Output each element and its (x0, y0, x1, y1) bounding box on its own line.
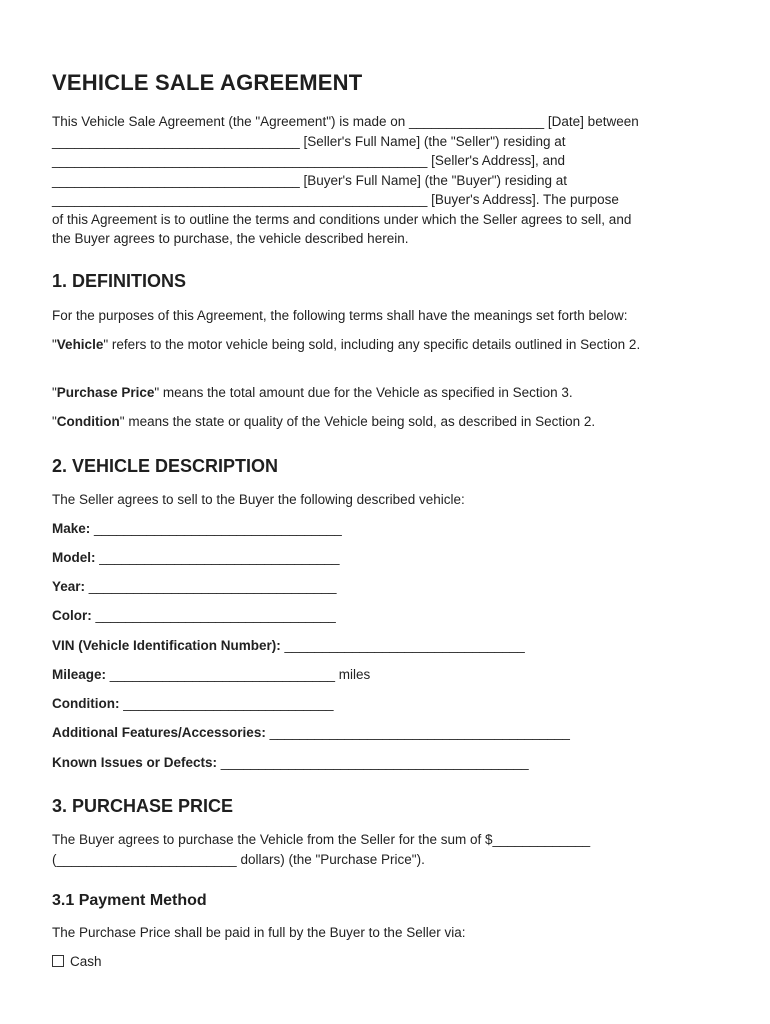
field-label: VIN (Vehicle Identification Number): (52, 638, 281, 653)
intro-line: of this Agreement is to outline the terms and conditions under which the Seller agrees to sell, and (52, 211, 632, 227)
field-known-issues (52, 753, 529, 772)
field-blank[interactable]: ________________________________ (95, 550, 340, 565)
field-label: Make: (52, 521, 91, 536)
intro-line: __________________________________________________ [Buyer's Address]. The purpose (52, 192, 619, 207)
field-label: Mileage: (52, 667, 107, 682)
field-blank[interactable]: _________________________________ (90, 521, 342, 536)
field-model (52, 548, 340, 567)
field-blank[interactable]: ______________________________ (106, 667, 336, 682)
vehicle-description-heading: 2. VEHICLE DESCRIPTION (52, 456, 279, 476)
intro-line: _________________________________ [Seller's Full Name] (the "Seller") residing at (52, 133, 566, 149)
definitions-heading: 1. DEFINITIONS (52, 271, 187, 291)
payment-method-heading: 3.1 Payment Method (52, 892, 207, 909)
field-blank[interactable]: ________________________________ (280, 638, 525, 653)
vehicle-description-intro: The Seller agrees to sell to the Buyer the following described vehicle: (52, 492, 465, 507)
field-blank[interactable]: _________________________________________ (217, 755, 529, 770)
definition-term: Condition (56, 414, 120, 429)
purchase-price-line: The Buyer agrees to purchase the Vehicle from the Seller for the sum of $_____________ (52, 832, 591, 847)
field-suffix: miles (335, 667, 371, 682)
definition-term: Purchase Price (56, 385, 155, 400)
field-vin (52, 636, 525, 655)
definition-item: "Vehicle" refers to the motor vehicle being sold, including any specific details outlined in Section 2. (52, 337, 641, 352)
field-label: Condition: (52, 696, 120, 711)
field-label: Known Issues or Defects: (52, 755, 218, 770)
definition-text: means the state or quality of the Vehicle being sold, as described in Section 2. (124, 414, 596, 429)
field-blank[interactable]: ________________________________ (91, 608, 336, 623)
field-blank[interactable]: _________________________________ (85, 579, 337, 594)
field-label: Additional Features/Accessories: (52, 725, 266, 740)
purchase-price-heading: 3. PURCHASE PRICE (52, 796, 234, 816)
payment-method-intro: The Purchase Price shall be paid in full by the Buyer to the Seller via: (52, 925, 466, 940)
field-label: Year: (52, 579, 86, 594)
field-mileage (52, 665, 370, 684)
field-blank[interactable]: ________________________________________ (265, 725, 570, 740)
intro-line: the Buyer agrees to purchase, the vehicle described herein. (52, 231, 409, 246)
field-label: Color: (52, 608, 92, 623)
field-year (52, 577, 337, 596)
intro-paragraph (52, 112, 724, 249)
definition-text: refers to the motor vehicle being sold, including any specific details outlined in Section 2. (108, 337, 641, 352)
definition-term: Vehicle (56, 337, 104, 352)
checkbox-icon[interactable] (52, 955, 64, 967)
field-blank[interactable]: ____________________________ (119, 696, 334, 711)
field-make (52, 519, 342, 538)
intro-line: _________________________________ [Buyer's Full Name] (the "Buyer") residing at (52, 172, 568, 188)
field-color (52, 606, 336, 625)
definition-item: "Condition" means the state or quality of the Vehicle being sold, as described in Section 2. (52, 414, 596, 429)
field-condition (52, 694, 333, 713)
field-additional-features (52, 723, 570, 742)
definitions-intro: For the purposes of this Agreement, the following terms shall have the meanings set forth below: (52, 308, 628, 323)
document-title: VEHICLE SALE AGREEMENT (52, 70, 363, 95)
intro-line: __________________________________________________ [Seller's Address], and (52, 153, 566, 168)
payment-option-cash[interactable] (52, 952, 102, 971)
purchase-price-line: (________________________ dollars) (the "Purchase Price"). (52, 852, 425, 867)
field-label: Model: (52, 550, 96, 565)
intro-line: This Vehicle Sale Agreement (the "Agreement") is made on __________________ [Date] between (52, 114, 639, 129)
definition-text: means the total amount due for the Vehicle as specified in Section 3. (159, 385, 573, 400)
payment-option-label: Cash (70, 954, 102, 969)
definition-item: "Purchase Price" means the total amount due for the Vehicle as specified in Section 3. (52, 385, 573, 400)
